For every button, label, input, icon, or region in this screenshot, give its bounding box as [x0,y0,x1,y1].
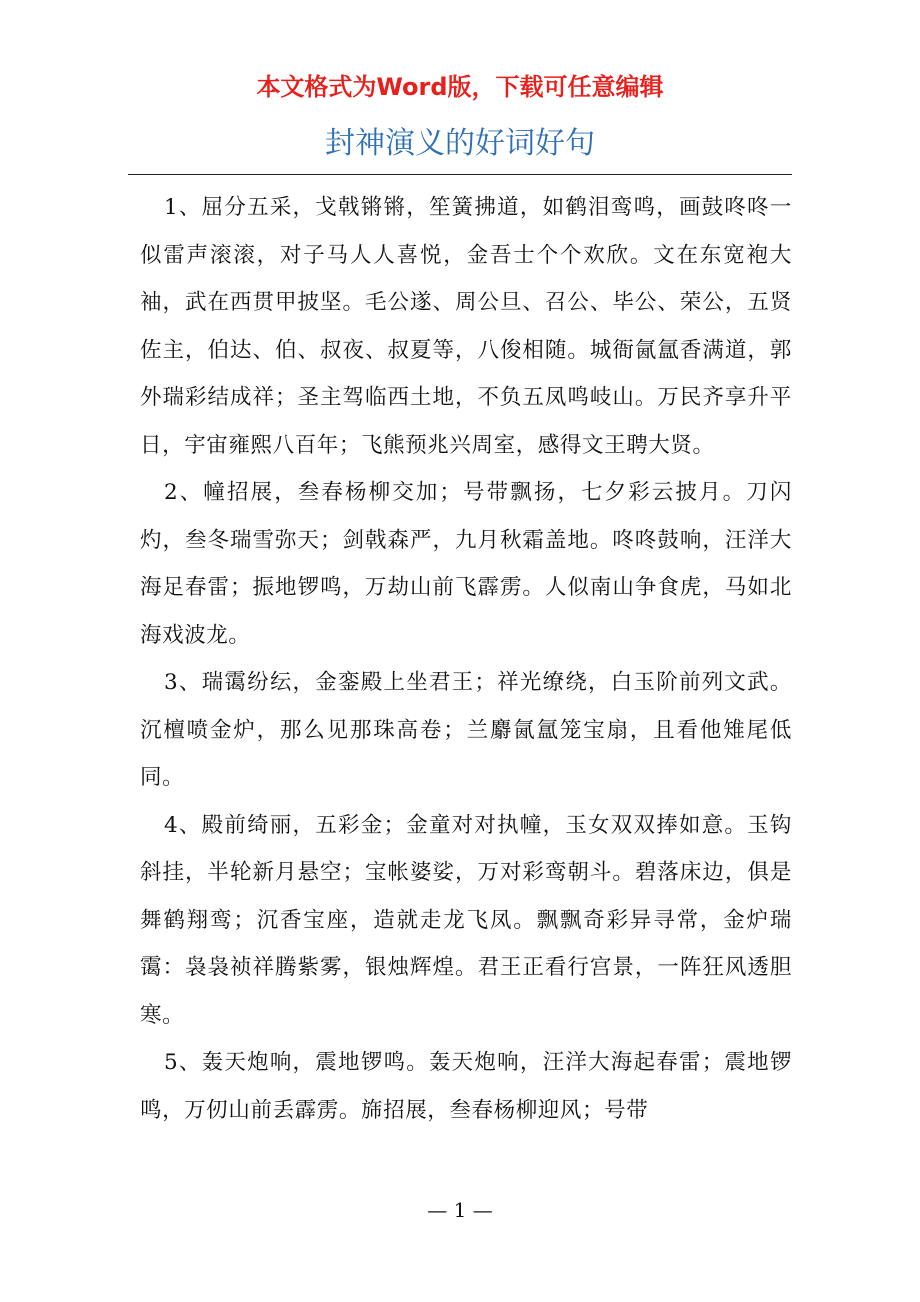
page-number: — 1 — [427,1198,493,1222]
paragraph-3: 3、瑞霭纷纭，金銮殿上坐君王；祥光缭绕，白玉阶前列文武。沉檀喷金炉，那么见那珠高卷；兰麝氤氲笼宝扇，且看他雉尾低同。 [140,670,792,790]
title-divider [128,174,792,175]
paragraph-1: 1、屈分五采，戈戟锵锵，笙簧拂道，如鹤泪鸾鸣，画鼓咚咚一似雷声滚滚，对子马人人喜悦，金吾士个个欢欣。文在东宽袍大袖，武在西贯甲披坚。毛公遂、周公旦、召公、毕公、荣公，五贤佐主，伯达、伯、叔夜、叔夏等，八俊相随。城衙氤氲香满道，郭外瑞彩结成祥；圣主驾临西土地，不负五凤鸣岐山。万民齐享升平日，宇宙雍熙八百年；飞熊预兆兴周室，感得文王聘大贤。 [140,195,792,458]
paragraph-4: 4、殿前绮丽，五彩金；金童对对执幢，玉女双双捧如意。玉钩斜挂，半轮新月悬空；宝帐婆娑，万对彩鸾朝斗。碧落床边，俱是舞鹤翔鸾；沉香宝座，造就走龙飞凤。飘飘奇彩异寻常，金炉瑞霭：袅袅祯祥腾紫雾，银烛辉煌。君王正看行宫景，一阵狂风透胆寒。 [140,812,792,1028]
paragraph-2: 2、幢招展，叁春杨柳交加；号带飘扬，七夕彩云披月。刀闪灼，叁冬瑞雪弥天；剑戟森严，九月秋霜盖地。咚咚鼓响，汪洋大海足春雷；振地锣鸣，万劫山前飞霹雳。人似南山争食虎，马如北海戏波龙。 [140,480,792,648]
document-body [140,184,792,1134]
format-notice-banner: 本文格式为Word版，下载可任意编辑 [256,73,664,101]
document-title: 封神演义的好词好句 [325,126,595,161]
paragraph-5: 5、轰天炮响，震地锣鸣。轰天炮响，汪洋大海起春雷；震地锣鸣，万仞山前丢霹雳。旆招展，叁春杨柳迎风；号带 [140,1050,792,1123]
